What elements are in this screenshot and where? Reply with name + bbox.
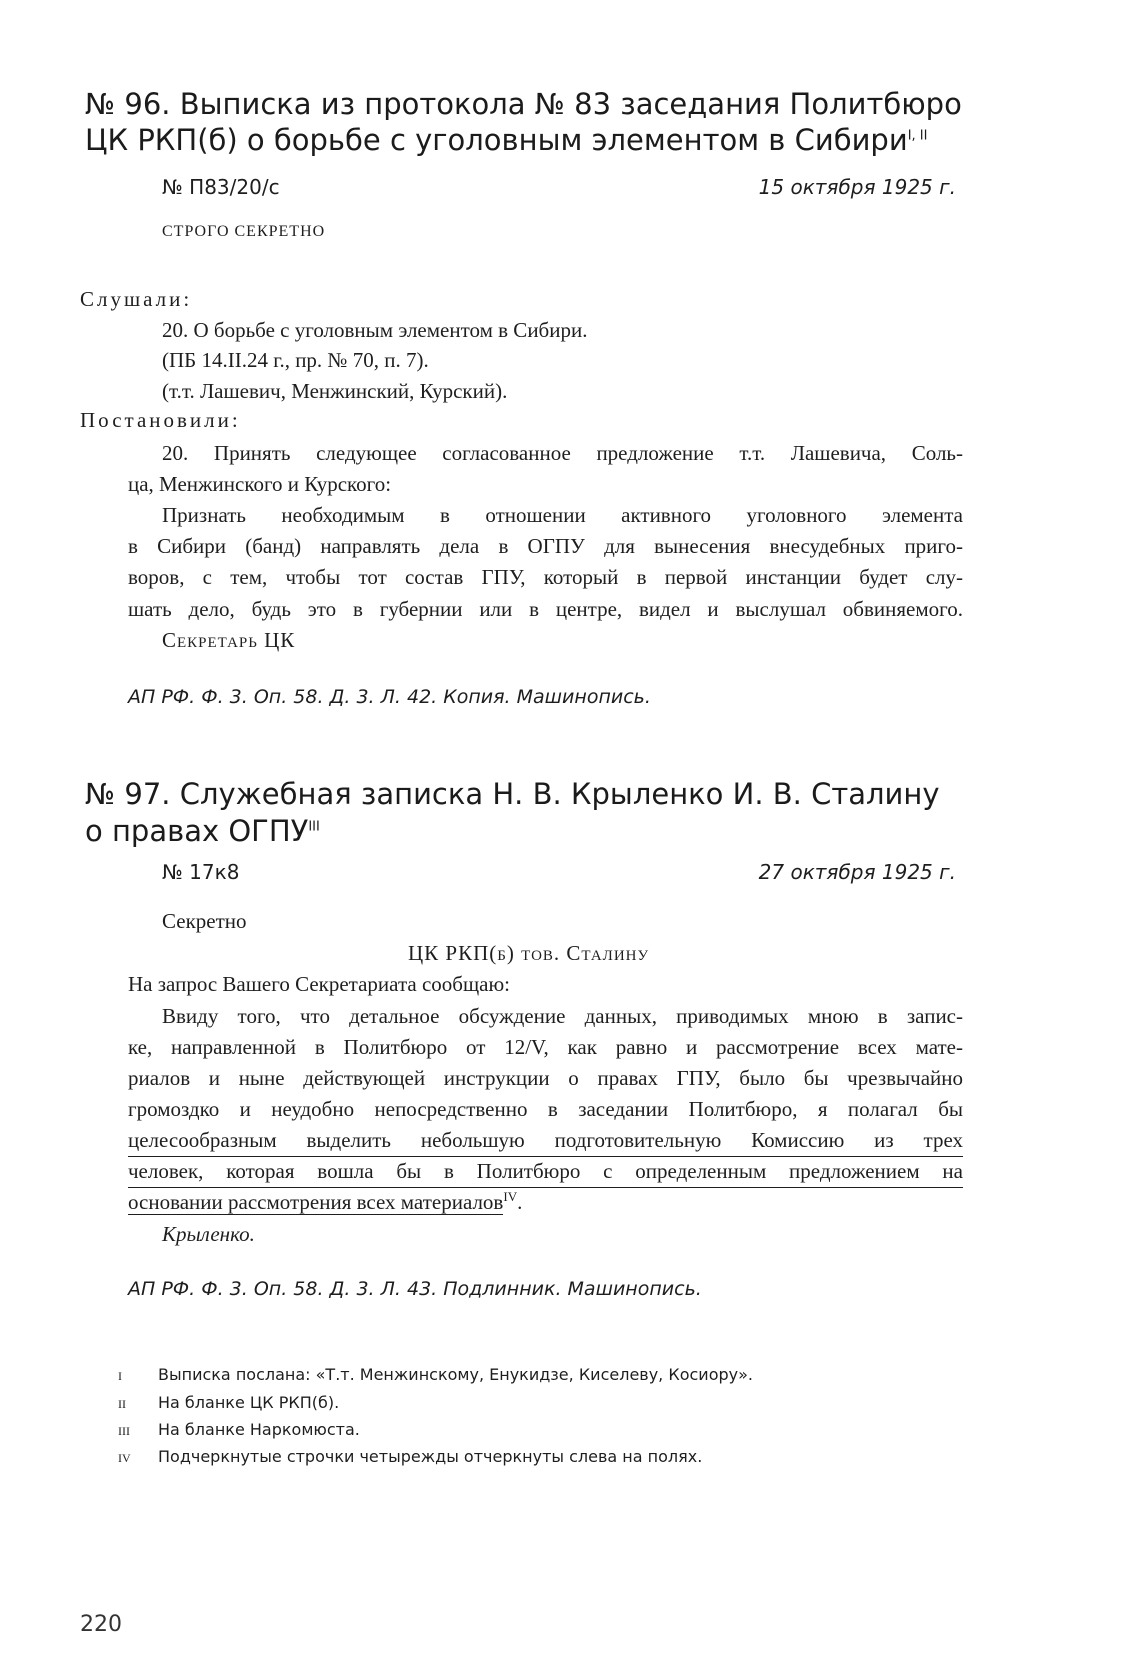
doc96-archive-source: АП РФ. Ф. 3. Оп. 58. Д. 3. Л. 42. Копия. Машинопись. (128, 686, 651, 708)
doc96-number: № П83/20/с (162, 175, 280, 199)
footnote (118, 1363, 753, 1388)
footnote-mark: II (118, 1397, 126, 1411)
doc96-body-line: в Сибири (банд) направлять дела в ОГПУ для вынесения внесудебных приго- (128, 534, 963, 558)
doc96-title-footnote-ref[interactable]: I, II (907, 128, 928, 144)
doc96-resolved-line1: 20. Принять следующее согласованное предложение т.т. Лашевича, Соль- (162, 441, 963, 465)
doc96-title-line1: № 96. Выписка из протокола № 83 заседания Политбюро (85, 87, 962, 121)
page-number: 220 (80, 1612, 122, 1637)
doc97-body-footnote-ref[interactable]: IV (503, 1189, 518, 1204)
doc97-underlined-line: основании рассмотрения всех материалов (128, 1190, 504, 1214)
doc97-title-footnote-ref[interactable]: III (308, 819, 320, 835)
doc96-resolved-label: Постановили: (80, 408, 241, 432)
footnote-text: На бланке ЦК РКП(б). (158, 1393, 340, 1412)
doc97-intro: На запрос Вашего Секретариата сообщаю: (128, 972, 510, 996)
doc96-date: 15 октября 1925 г. (758, 175, 956, 199)
doc97-title-line1: № 97. Служебная записка Н. В. Крыленко И. В. Сталину (85, 777, 940, 811)
doc97-title-line2-text: о правах ОГПУ (85, 814, 309, 848)
doc97-sentence-end: . (517, 1190, 523, 1214)
doc96-signature: Секретарь ЦК (162, 628, 296, 652)
doc97-body-line: риалов и ныне действующей инструкции о правах ГПУ, было бы чрезвычайно (128, 1066, 963, 1090)
doc97-body-line: ке, направленной в Политбюро от 12/V, как равно и рассмотрение всех мате- (128, 1035, 963, 1059)
doc97-underlined-line: целесообразным выделить небольшую подготовительную Комиссию из трех (128, 1124, 963, 1157)
footnote-text: Выписка послана: «Т.т. Менжинскому, Енукидзе, Киселеву, Косиору». (158, 1365, 753, 1384)
doc97-addressee: ЦК РКП(б) тов. Сталину (408, 941, 650, 965)
doc96-resolved-line2: ца, Менжинского и Курского: (128, 472, 392, 496)
doc96-heard-persons: (т.т. Лашевич, Менжинский, Курский). (162, 379, 508, 403)
doc97-archive-source: АП РФ. Ф. 3. Оп. 58. Д. 3. Л. 43. Подлинник. Машинопись. (128, 1278, 702, 1300)
doc97-body-line: Ввиду того, что детальное обсуждение данных, приводимых мною в запис- (162, 1004, 963, 1028)
doc97-number: № 17к8 (162, 860, 240, 884)
doc97-body-line: громоздко и неудобно непосредственно в заседании Политбюро, я полагал бы (128, 1097, 963, 1121)
doc96-heard-item: 20. О борьбе с уголовным элементом в Сибири. (162, 318, 588, 342)
doc96-title-line2-text: ЦК РКП(б) о борьбе с уголовным элементом в Сибири (85, 123, 908, 157)
doc96-heard-ref: (ПБ 14.II.24 г., пр. № 70, п. 7). (162, 348, 429, 372)
doc96-body-line: Признать необходимым в отношении активного уголовного элемента (162, 503, 963, 527)
footnote-text: Подчеркнутые строчки четырежды отчеркнуты слева на полях. (158, 1447, 703, 1466)
doc97-underlined-line: человек, которая вошла бы в Политбюро с определенным предложением на (128, 1155, 963, 1188)
footnote-text: На бланке Наркомюста. (158, 1420, 360, 1439)
doc96-classification: СТРОГО СЕКРЕТНО (162, 223, 326, 240)
doc96-title-line2 (85, 120, 927, 160)
doc97-signature: Крыленко. (162, 1222, 255, 1246)
doc97-classification: Секретно (162, 909, 247, 933)
doc97-underlined-last-line (128, 1186, 522, 1218)
footnote-mark: III (118, 1424, 130, 1438)
footnote-mark: I (118, 1369, 122, 1383)
doc97-title-line2 (85, 811, 320, 851)
doc96-body-line: воров, с тем, чтобы тот состав ГПУ, который в первой инстанции будет слу- (128, 565, 963, 589)
doc97-date: 27 октября 1925 г. (758, 860, 956, 884)
footnote-mark: IV (118, 1451, 131, 1465)
footnote (118, 1445, 702, 1470)
doc96-heard-label: Слушали: (80, 287, 193, 311)
footnote (118, 1418, 360, 1443)
footnote (118, 1391, 339, 1416)
doc96-body-line: шать дело, будь это в губернии или в центре, видел и выслушал обвиняемого. (128, 597, 963, 621)
